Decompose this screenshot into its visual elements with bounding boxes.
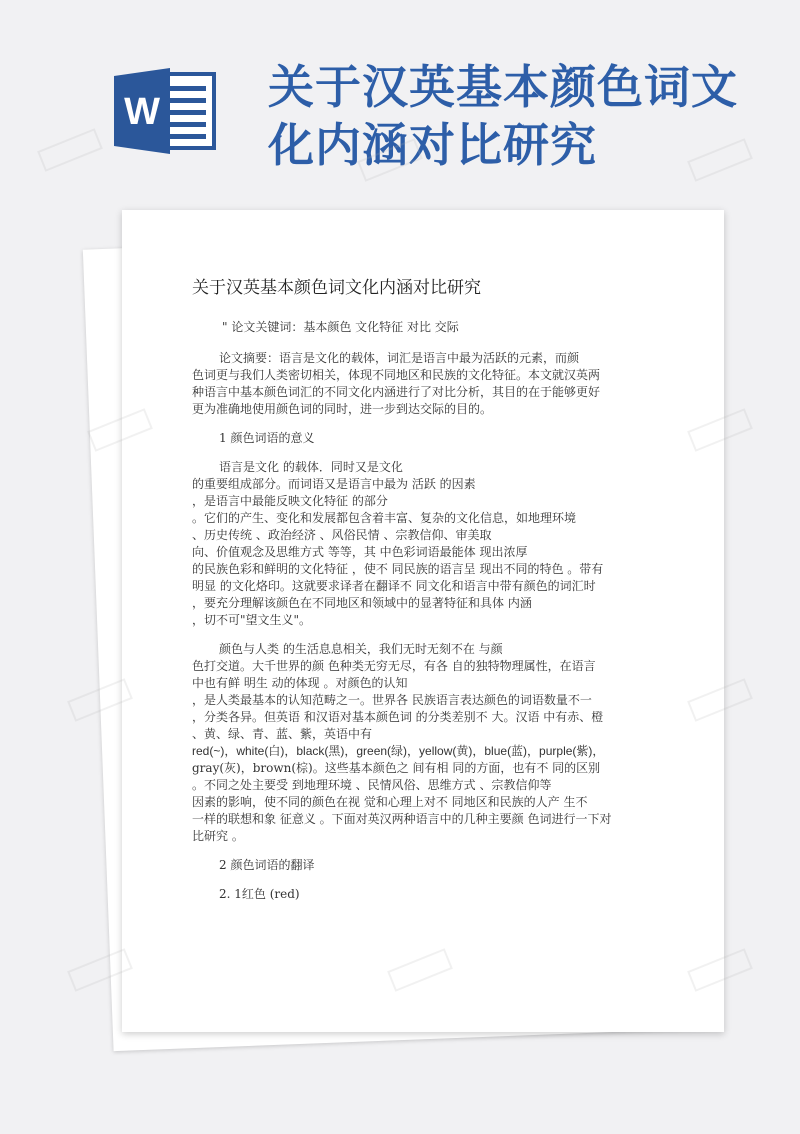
body-line: 一样的联想和象 征意义 。下面对英汉两种语言中的几种主要颜 色词进行一下对 — [192, 812, 612, 826]
banner-title-line-2: 化内涵对比研究 — [268, 118, 597, 172]
body-line: ，分类各异。但英语 和汉语对基本颜色词 的分类差别不 大。汉语 中有赤、橙 — [192, 710, 604, 724]
body-line: ，是语言中最能反映文化特征 的部分 — [192, 494, 388, 508]
abstract-line: 种语言中基本颜色词汇的不同文化内涵进行了对比分析，其目的在于能够更好 — [192, 385, 601, 399]
body-line: red(~)，white(白)，black(黑)，green(绿)，yellow(黄)，blue(蓝)，purple(紫)， — [192, 744, 605, 758]
document-title: 关于汉英基本颜色词文化内涵对比研究 — [192, 278, 481, 298]
abstract-paragraph — [192, 350, 652, 418]
abstract-line: 论文摘要：语言是文化的载体，词汇是语言中最为活跃的元素，而颜 — [219, 351, 580, 365]
body-line: 颜色与人类 的生活息息相关，我们无时无刻不在 与颜 — [219, 642, 503, 656]
section2-paragraph — [192, 641, 652, 845]
section1-paragraph — [192, 459, 652, 629]
banner-title — [268, 58, 768, 174]
section-heading-2-1: 2. 1红色 (red) — [219, 887, 300, 901]
body-line: ，要充分理解该颜色在不同地区和领域中的显著特征和具体 内涵 — [192, 596, 532, 610]
body-line: 的民族色彩和鲜明的文化特征 ，使不 同民族的语言呈 现出不同的特色 。带有 — [192, 562, 604, 576]
body-line: ，切不可"望文生义"。 — [192, 613, 312, 627]
body-line: 向、价值观念及思维方式 等等，其 中色彩词语最能体 现出浓厚 — [192, 545, 528, 559]
body-line: 的重要组成部分。而词语又是语言中最为 活跃 的因素 — [192, 477, 476, 491]
body-line: 、历史传统 、政治经济 、风俗民情 、宗教信仰、审美取 — [192, 528, 492, 542]
body-line: 因素的影响，使不同的颜色在视 觉和心理上对不 同地区和民族的人产 生不 — [192, 795, 588, 809]
body-line: gray(灰)，brown(棕)。这些基本颜色之 间有相 同的方面，也有不 同的区别 — [192, 761, 601, 775]
abstract-line: 色词更与我们人类密切相关，体现不同地区和民族的文化特征。本文就汉英两 — [192, 368, 601, 382]
document-content — [192, 280, 652, 915]
body-line: 语言是文化 的载体．同时又是文化 — [219, 460, 403, 474]
body-line: 明显 的文化烙印。这就要求译者在翻译不 同文化和语言中带有颜色的词汇时 — [192, 579, 596, 593]
section-heading-1: 1 颜色词语的意义 — [219, 431, 315, 445]
body-line: 。不同之处主要受 到地理环境 、民情风俗、思维方式 、宗教信仰等 — [192, 778, 552, 792]
word-document-icon — [112, 68, 218, 154]
body-line: 色打交道。大千世界的颜 色种类无穷无尽，有各 自的独特物理属性，在语言 — [192, 659, 596, 673]
body-line: ，是人类最基本的认知范畴之一。世界各 民族语言表达颜色的词语数量不一 — [192, 693, 592, 707]
abstract-line: 更为准确地使用颜色词的同时，进一步到达交际的目的。 — [192, 402, 493, 416]
body-line: 、黄、绿、青、蓝、紫，英语中有 — [192, 727, 373, 741]
body-line: 比研究 。 — [192, 829, 244, 843]
section-heading-2: 2 颜色词语的翻译 — [219, 858, 315, 872]
banner-title-line-1: 关于汉英基本颜色词文 — [268, 60, 738, 114]
word-icon-letter: W — [124, 91, 160, 133]
keywords-line: " 论文关键词：基本颜色 文化特征 对比 交际 — [222, 320, 459, 334]
body-line: 。它们的产生、变化和发展都包含着丰富、复杂的文化信息，如地理环境 — [192, 511, 577, 525]
document-page — [122, 210, 724, 1032]
body-line: 中也有鲜 明生 动的体现 。对颜色的认知 — [192, 676, 408, 690]
